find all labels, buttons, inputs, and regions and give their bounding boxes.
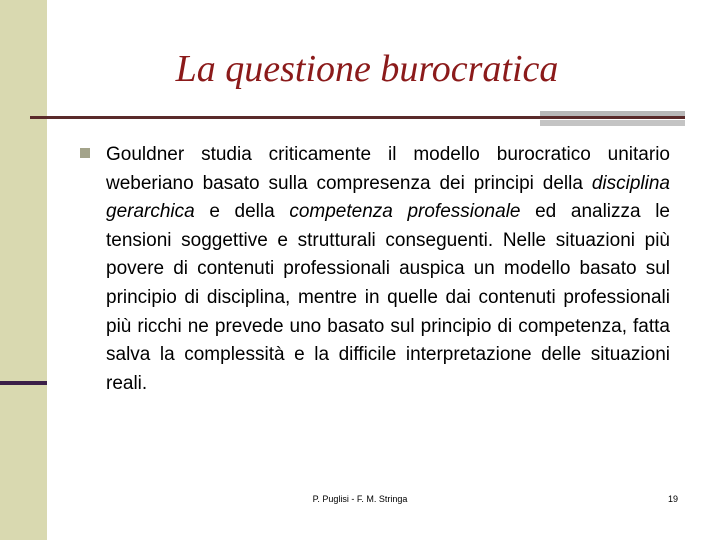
emphasis-competenza-professionale: competenza professionale (289, 201, 521, 223)
left-accent-bar (0, 381, 47, 385)
bullet-text-part-2: e della (194, 201, 290, 223)
bullet-text-part-3: ed analizza le tensioni soggettive e strutturali conseguenti. Nelle situazioni più povere di contenuti professionali auspica un modello basato sul principio di disciplina, mentre in quelle dai contenuti professionali più ricchi ne prevede uno basato sul principio di competenza, fatta salva la complessità e la difficile interpretazione delle situazioni reali. (106, 201, 671, 394)
bullet-text (106, 141, 670, 398)
square-bullet-icon (80, 148, 90, 158)
title-underline-rule (30, 116, 685, 119)
emphasis-disciplina-gerarchica: disciplina gerarchica (106, 172, 670, 223)
footer-credit: P. Puglisi - F. M. Stringa (312, 494, 408, 504)
slide-title: La questione burocratica (175, 48, 559, 90)
page-number: 19 (667, 494, 678, 504)
bullet-item (80, 141, 672, 398)
title-rule-gray-bottom (540, 120, 685, 126)
bullet-text-part-1: Gouldner studia criticamente il modello burocratico unitario weberiano basato sulla compresenza dei principi della (106, 144, 670, 194)
left-decorative-band (0, 0, 47, 540)
